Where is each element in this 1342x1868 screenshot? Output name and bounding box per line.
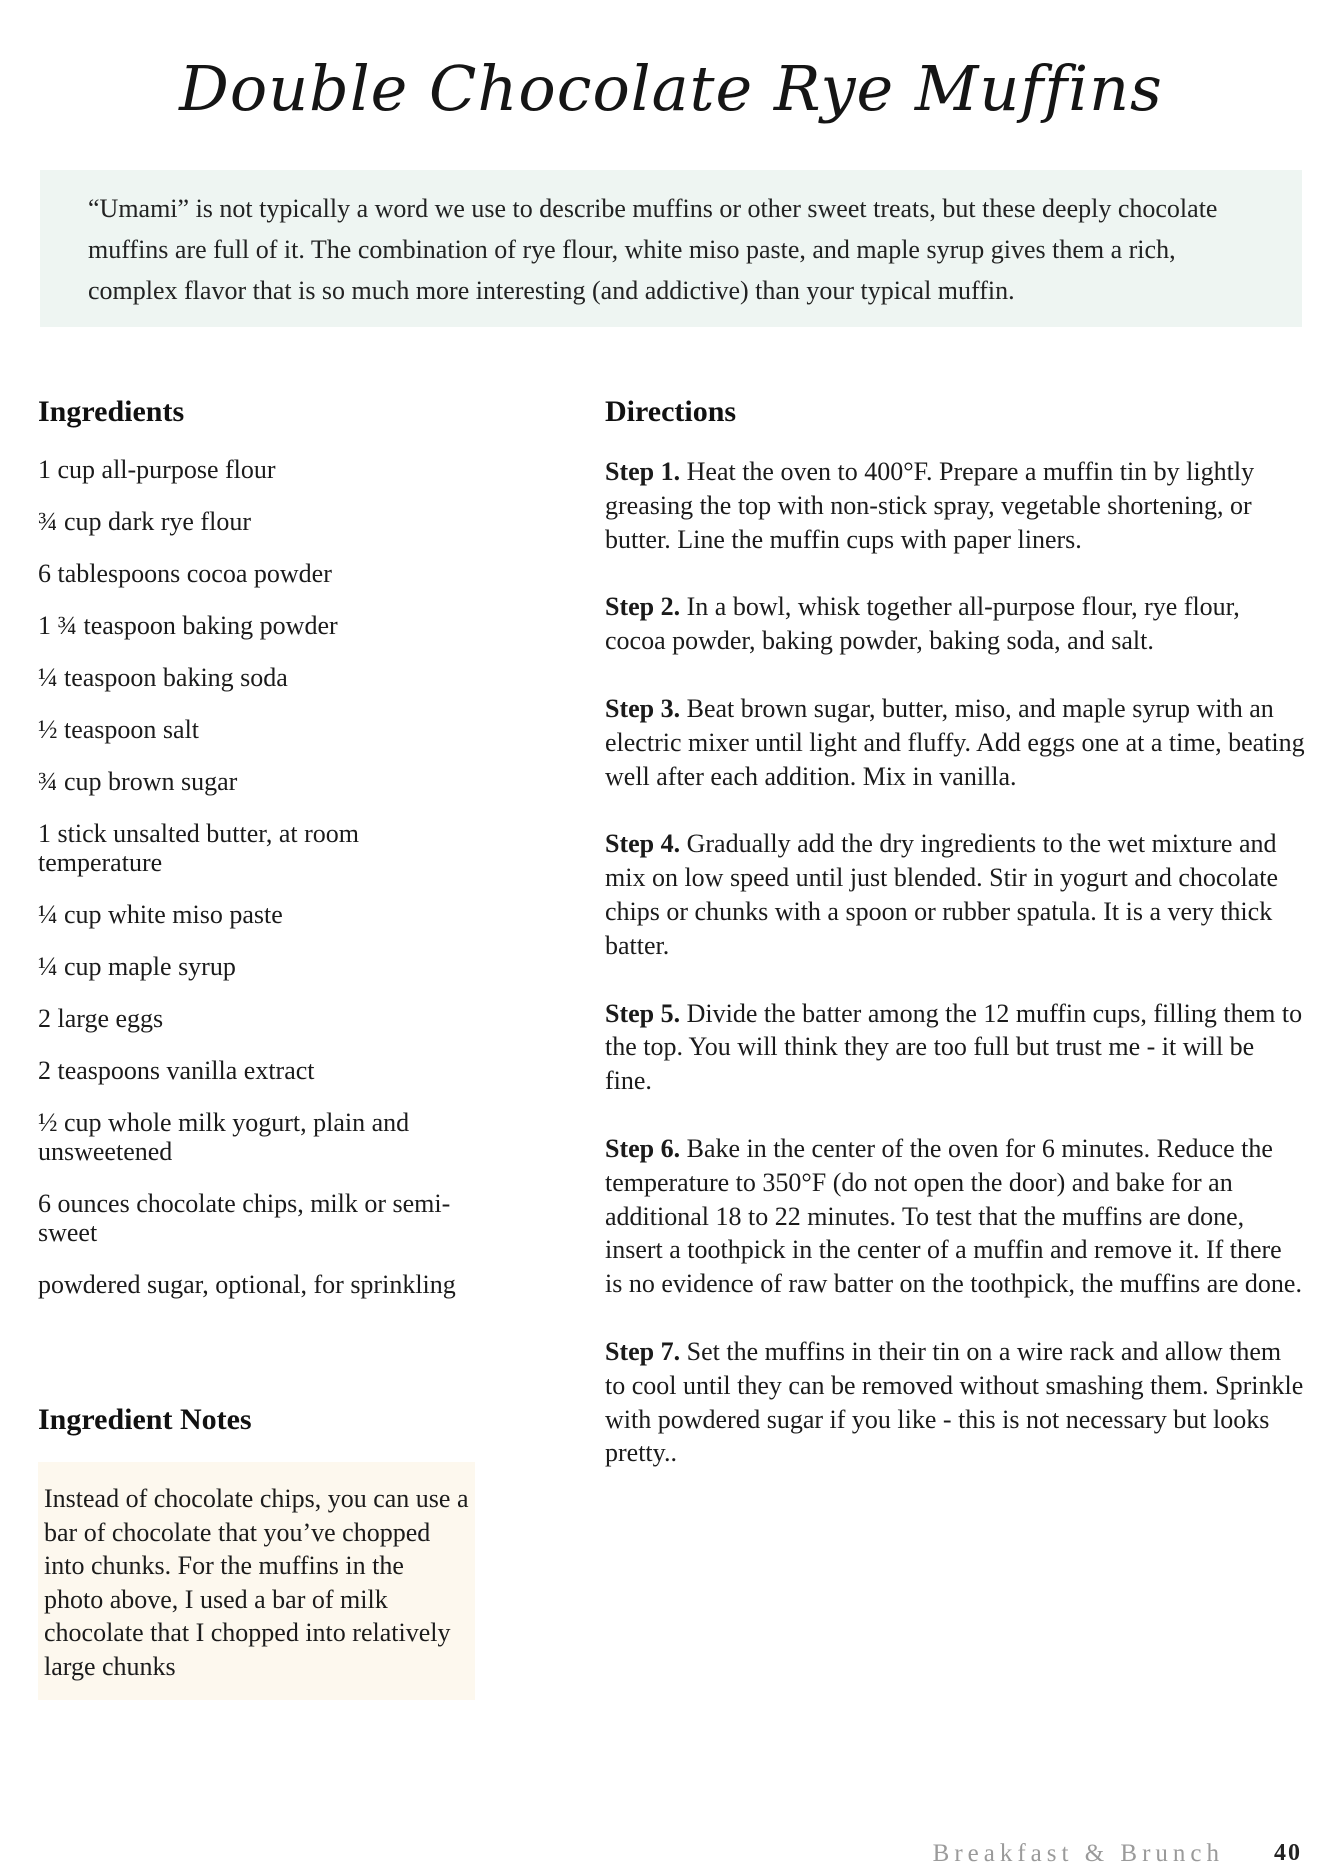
direction-step	[605, 997, 1305, 1098]
ingredient-notes-heading: Ingredient Notes	[38, 1403, 252, 1436]
ingredient-item: 2 teaspoons vanilla extract	[38, 1056, 315, 1085]
ingredient-item: ¾ cup dark rye flour	[38, 507, 251, 536]
step-text: Bake in the center of the oven for 6 minutes. Reduce the temperature to 350°F (do not open the door) and bake for an additional 18 to 22 minutes. To test that the muffins are done, insert a toothpick in the center of a muffin and remove it. If there is no evidence of raw batter on the toothpick, the muffins are done.	[605, 1133, 1302, 1299]
ingredient-item: ½ cup whole milk yogurt, plain and unsweetened	[38, 1108, 410, 1166]
direction-step	[605, 455, 1305, 556]
ingredient-item: 2 large eggs	[38, 1004, 164, 1033]
step-text: Beat brown sugar, butter, miso, and maple syrup with an electric mixer until light and fluffy. Add eggs one at a time, beating well after each addition. Mix in vanilla.	[605, 693, 1305, 791]
ingredient-item: 6 tablespoons cocoa powder	[38, 559, 332, 588]
direction-step	[605, 1132, 1305, 1301]
step-label: Step 4.	[605, 829, 681, 859]
ingredient-item: ¼ cup white miso paste	[38, 900, 283, 929]
step-label: Step 7.	[605, 1336, 681, 1366]
direction-step	[605, 827, 1305, 962]
step-label: Step 6.	[605, 1133, 681, 1163]
ingredient-item: ½ teaspoon salt	[38, 715, 200, 744]
step-text: Set the muffins in their tin on a wire rack and allow them to cool until they can be removed without smashing them. Sprinkle with powdered sugar if you like - this is not necessary but looks pretty..	[605, 1336, 1304, 1468]
step-text: In a bowl, whisk together all-purpose flour, rye flour, cocoa powder, baking powder, baking soda, and salt.	[605, 592, 1240, 656]
ingredient-item: 1 cup all-purpose flour	[38, 455, 276, 484]
step-label: Step 1.	[605, 457, 681, 486]
ingredient-item: powdered sugar, optional, for sprinkling	[38, 1270, 456, 1299]
direction-step	[605, 692, 1305, 793]
intro-box	[40, 170, 1302, 327]
intro-text: “Umami” is not typically a word we use to describe muffins or other sweet treats, but these deeply chocolate muffins are full of it. The combination of rye flour, white miso paste, and maple syrup gives them a rich, complex flavor that is so much more interesting (and addictive) than your typical muffin.	[88, 194, 1218, 305]
footer-section-name: Breakfast & Brunch	[932, 1840, 1224, 1867]
ingredient-item: ¼ teaspoon baking soda	[38, 663, 288, 692]
page-title: Double Chocolate Rye Muffins	[179, 52, 1163, 125]
direction-step	[605, 1335, 1305, 1470]
ingredient-item: ¼ cup maple syrup	[38, 952, 236, 981]
step-text: Heat the oven to 400°F. Prepare a muffin tin by lightly greasing the top with non-stick spray, vegetable shortening, or butter. Line the muffin cups with paper liners.	[605, 457, 1255, 554]
step-label: Step 2.	[605, 592, 681, 622]
directions-heading: Directions	[605, 395, 737, 428]
direction-step	[605, 590, 1305, 658]
ingredient-notes-text: Instead of chocolate chips, you can use a bar of chocolate that you’ve chopped into chunks. For the muffins in the photo above, I used a bar of milk chocolate that I chopped into relatively large chunks	[44, 1484, 469, 1681]
ingredient-item: 1 ¾ teaspoon baking powder	[38, 611, 338, 640]
ingredient-item: ¾ cup brown sugar	[38, 767, 238, 796]
step-text: Divide the batter among the 12 muffin cups, filling them to the top. You will think they are too full but trust me - it will be fine.	[605, 998, 1303, 1096]
directions-list	[605, 455, 1305, 1504]
ingredient-list	[38, 455, 478, 1322]
step-text: Gradually add the dry ingredients to the wet mixture and mix on low speed until just blended. Stir in yogurt and chocolate chips or chunks with a spoon or rubber spatula. It is a very thick batter.	[605, 829, 1279, 960]
step-label: Step 5.	[605, 998, 681, 1028]
step-label: Step 3.	[605, 693, 681, 723]
ingredient-notes-box	[38, 1462, 475, 1700]
ingredient-item: 6 ounces chocolate chips, milk or semi-sweet	[38, 1189, 451, 1247]
page-number: 40	[1274, 1840, 1302, 1866]
ingredient-item: 1 stick unsalted butter, at room temperature	[38, 819, 360, 877]
ingredients-heading: Ingredients	[38, 395, 185, 428]
